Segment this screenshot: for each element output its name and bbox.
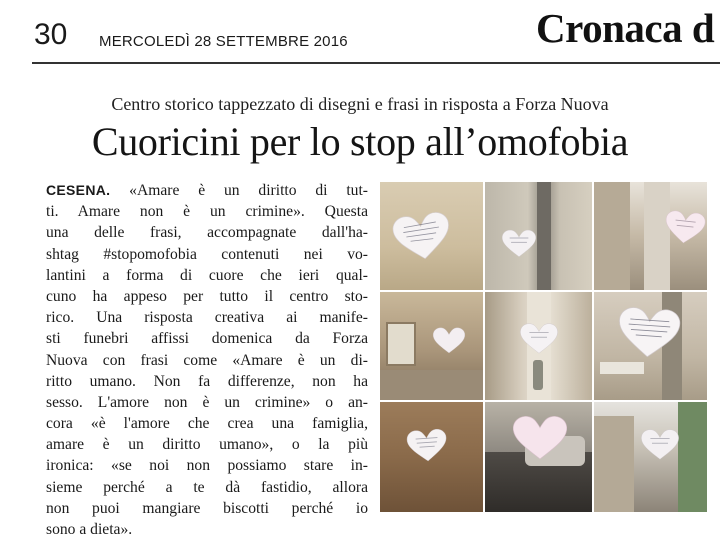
page-header bbox=[0, 0, 720, 62]
photo-panel bbox=[380, 182, 483, 290]
photo-panel bbox=[380, 292, 483, 400]
photo-panel bbox=[485, 182, 592, 290]
paper-heart-icon bbox=[662, 208, 707, 246]
dateline: CESENA. bbox=[46, 182, 111, 198]
paper-heart-icon bbox=[511, 414, 569, 460]
body-line: non puoi mangiare biscotti perché io bbox=[46, 499, 368, 517]
photo-panel bbox=[594, 182, 707, 290]
body-line: cora «è l'amore che crea una famiglia, bbox=[46, 415, 368, 433]
photo-panel bbox=[485, 292, 592, 400]
body-line: CESENA. «Amare è un diritto di tut- bbox=[46, 182, 368, 199]
body-line: sesso. L'amore non è un crimine» o an- bbox=[46, 393, 368, 411]
paper-heart-icon bbox=[640, 428, 680, 460]
paper-heart-icon bbox=[387, 208, 457, 264]
body-line: ritto umano. Non fa differenze, non ha bbox=[46, 372, 368, 390]
issue-date: MERCOLEDÌ 28 SETTEMBRE 2016 bbox=[99, 33, 348, 50]
page-number: 30 bbox=[34, 18, 68, 51]
photo-panel bbox=[594, 402, 707, 512]
paper-heart-icon bbox=[614, 304, 683, 360]
body-line: lantini a forma di cuore che ieri qual- bbox=[46, 266, 368, 284]
photo-panel bbox=[485, 402, 592, 512]
photo-panel bbox=[380, 402, 483, 512]
body-line: sieme perché a te dà fastidio, allora bbox=[46, 478, 368, 496]
paper-heart-icon bbox=[432, 326, 466, 354]
paper-heart-icon bbox=[519, 322, 559, 354]
body-line: una delle frasi, accompagnate dall'ha- bbox=[46, 224, 368, 242]
body-line: cuno ha appeso per tutto il centro sto- bbox=[46, 287, 368, 305]
body-line: shtag #stopomofobia contenuti nei vo- bbox=[46, 245, 368, 263]
article-kicker: Centro storico tappezzato di disegni e frasi in risposta a Forza Nuova bbox=[111, 94, 609, 114]
body-line: ti. Amare non è un crimine». Questa bbox=[46, 203, 368, 221]
photo-panel bbox=[594, 292, 707, 400]
header-rule bbox=[32, 62, 720, 64]
section-title: Cronaca d bbox=[536, 5, 715, 51]
body-line: amare è un diritto umano», o la più bbox=[46, 436, 368, 454]
body-line: rico. Una risposta creativa ai manife- bbox=[46, 309, 368, 327]
body-line: ironica: «se noi non possiamo stare in- bbox=[46, 457, 368, 475]
paper-heart-icon bbox=[405, 427, 449, 464]
article-body bbox=[46, 180, 368, 540]
paper-heart-icon bbox=[501, 228, 537, 258]
body-line: sti funebri affissi domenica da Forza bbox=[46, 330, 368, 348]
photo-collage bbox=[380, 182, 707, 512]
body-line: Nuova con frasi come «Amare è un di- bbox=[46, 351, 368, 369]
article-headline: Cuoricini per lo stop all’omofobia bbox=[91, 119, 629, 164]
body-line: sono a dieta». bbox=[46, 521, 133, 538]
